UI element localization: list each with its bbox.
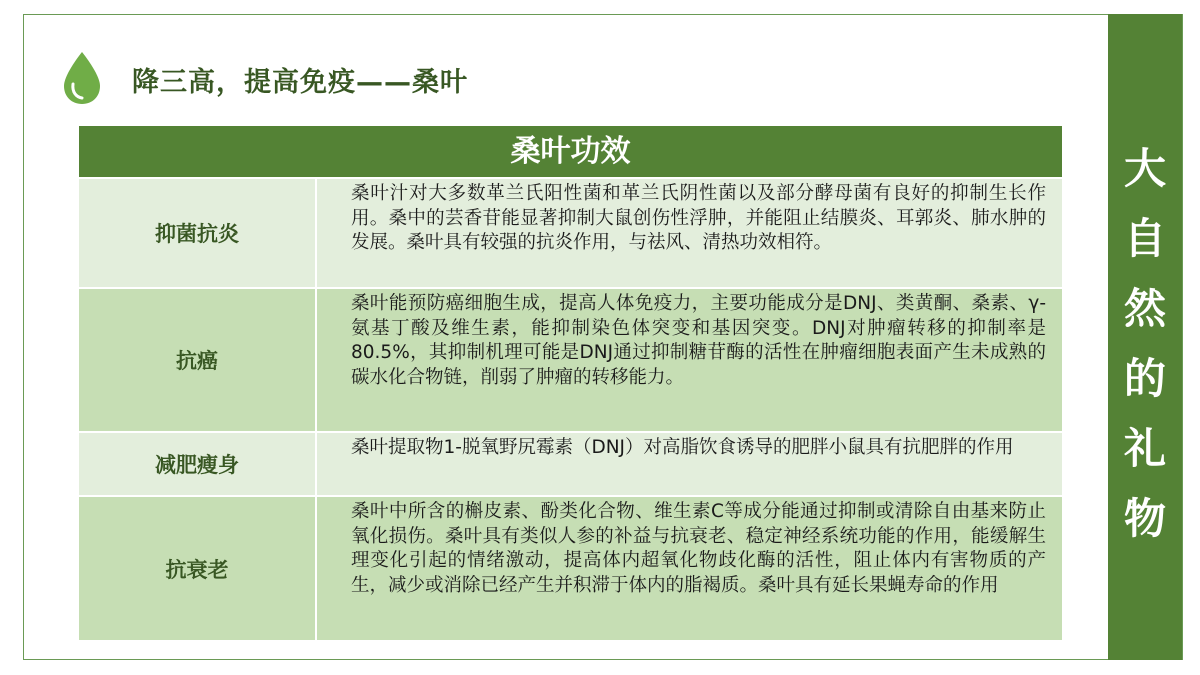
side-banner-char: 物 (1123, 494, 1166, 543)
water-drop-icon (60, 50, 104, 106)
table-heading: 桑叶功效 (79, 126, 1062, 177)
row-description: 桑叶汁对大多数革兰氏阳性菌和革兰氏阴性菌以及部分酵母菌有良好的抑制生长作用。桑中的芸香苷能显著抑制大鼠创伤性浮肿，并能阻止结膜炎、耳郭炎、肺水肿的发展。桑叶具有较强的抗炎作用，与祛风、清热功效相符。 (317, 179, 1062, 287)
side-banner-char: 自 (1123, 214, 1166, 263)
row-category: 减肥瘦身 (79, 433, 317, 495)
row-category: 抗癌 (79, 289, 317, 431)
side-banner-char: 的 (1123, 354, 1166, 403)
side-banner (1108, 14, 1182, 660)
table-row (79, 431, 1062, 495)
table-row (79, 177, 1062, 287)
row-description: 桑叶提取物1-脱氧野尻霉素（DNJ）对高脂饮食诱导的肥胖小鼠具有抗肥胖的作用 (317, 433, 1062, 495)
row-category: 抑菌抗炎 (79, 179, 317, 287)
table-row (79, 287, 1062, 431)
row-category: 抗衰老 (79, 497, 317, 640)
table-row (79, 495, 1062, 640)
benefits-table (79, 126, 1062, 640)
side-banner-char: 然 (1123, 284, 1166, 333)
page-title: 降三高，提高免疫——桑叶 (132, 67, 468, 98)
row-description: 桑叶能预防癌细胞生成，提高人体免疫力，主要功能成分是DNJ、类黄酮、桑素、γ-氨基丁酸及维生素，能抑制染色体突变和基因突变。DNJ对肿瘤转移的抑制率是80.5%，其抑制机理可能是DNJ通过抑制糖苷酶的活性在肿瘤细胞表面产生未成熟的碳水化合物链，削弱了肿瘤的转移能力。 (317, 289, 1062, 431)
row-description: 桑叶中所含的槲皮素、酚类化合物、维生素C等成分能通过抑制或清除自由基来防止氧化损伤。桑叶具有类似人参的补益与抗衰老、稳定神经系统功能的作用，能缓解生理变化引起的情绪激动，提高体内超氧化物歧化酶的活性，阻止体内有害物质的产生，减少或消除已经产生并积滞于体内的脂褐质。桑叶具有延长果蝇寿命的作用 (317, 497, 1062, 640)
side-banner-char: 礼 (1123, 424, 1166, 473)
side-banner-char: 大 (1123, 144, 1166, 193)
